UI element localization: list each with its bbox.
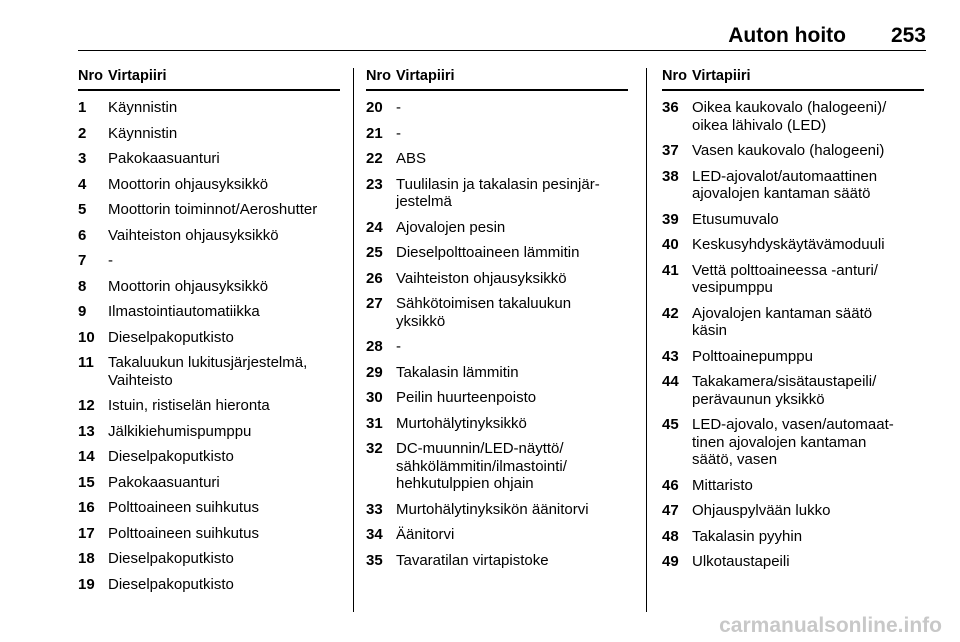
fuse-number: 20 bbox=[366, 99, 383, 116]
table-row bbox=[78, 423, 340, 441]
circuit-name: Jälkikiehumispumppu bbox=[108, 422, 252, 440]
table-header bbox=[78, 68, 340, 91]
fuse-table-column-3 bbox=[662, 68, 924, 579]
circuit-name: - bbox=[396, 338, 401, 355]
fuse-number: 16 bbox=[78, 499, 95, 516]
fuse-number: 46 bbox=[662, 476, 679, 494]
circuit-name: Ohjauspylvään lukko bbox=[692, 502, 831, 519]
fuse-number: 7 bbox=[78, 252, 87, 269]
circuit-name: Takakamera/sisätaustapeili/ perävaunun yksikkö bbox=[692, 373, 877, 408]
table-row bbox=[78, 278, 340, 296]
table-row bbox=[662, 168, 924, 203]
watermark: carmanualsonline.info bbox=[719, 614, 942, 637]
circuit-name: Ulkotaustapeili bbox=[692, 553, 790, 570]
circuit-name: LED-ajovalot/automaattinen ajovalojen kantaman säätö bbox=[692, 167, 878, 202]
fuse-number: 1 bbox=[78, 99, 87, 116]
table-row bbox=[366, 176, 628, 211]
fuse-number: 30 bbox=[366, 389, 383, 406]
table-row bbox=[366, 364, 628, 382]
fuse-number: 39 bbox=[662, 210, 679, 228]
circuit-name: Pakokaasuanturi bbox=[108, 473, 220, 491]
table-row bbox=[366, 295, 628, 330]
fuse-number: 18 bbox=[78, 550, 95, 567]
circuit-name: Dieselpakoputkisto bbox=[108, 448, 234, 465]
circuit-name: Mittaristo bbox=[692, 476, 753, 494]
fuse-number: 24 bbox=[366, 218, 383, 236]
column-header-circuit: Virtapiiri bbox=[108, 68, 167, 84]
fuse-number: 28 bbox=[366, 338, 383, 355]
circuit-name: Moottorin ohjausyksikkö bbox=[108, 277, 269, 295]
circuit-name: Dieselpakoputkisto bbox=[108, 550, 234, 567]
table-row bbox=[366, 150, 628, 168]
table-row bbox=[662, 553, 924, 571]
circuit-name: Dieselpakoputkisto bbox=[108, 575, 234, 593]
table-row bbox=[78, 252, 340, 270]
table-row bbox=[662, 305, 924, 340]
column-header-circuit: Virtapiiri bbox=[396, 68, 455, 84]
circuit-name: Etusumuvalo bbox=[692, 210, 779, 228]
fuse-number: 13 bbox=[78, 422, 95, 440]
table-row bbox=[78, 354, 340, 389]
page-number: 253 bbox=[890, 24, 926, 47]
circuit-name: Peilin huurteenpoisto bbox=[396, 389, 537, 406]
table-row bbox=[78, 448, 340, 466]
circuit-name: Tavaratilan virtapistoke bbox=[396, 551, 549, 569]
fuse-number: 3 bbox=[78, 150, 87, 167]
fuse-number: 37 bbox=[662, 142, 679, 159]
circuit-name: - bbox=[396, 99, 401, 116]
table-row bbox=[662, 502, 924, 520]
circuit-name: Murtohälytinyksikön äänitorvi bbox=[396, 500, 589, 518]
table-row bbox=[366, 99, 628, 117]
circuit-name: Ajovalojen kantaman säätö käsin bbox=[692, 304, 873, 339]
fuse-number: 27 bbox=[366, 295, 383, 312]
table-row bbox=[662, 477, 924, 495]
fuse-table-column-1 bbox=[78, 68, 340, 601]
fuse-number: 6 bbox=[78, 226, 87, 244]
fuse-number: 49 bbox=[662, 553, 679, 570]
table-row bbox=[78, 576, 340, 594]
table-header bbox=[366, 68, 628, 91]
fuse-number: 40 bbox=[662, 236, 679, 253]
fuse-number: 47 bbox=[662, 502, 679, 519]
table-row bbox=[662, 211, 924, 229]
table-row bbox=[366, 415, 628, 433]
column-header-no: Nro bbox=[662, 68, 687, 84]
table-rows bbox=[78, 99, 340, 593]
fuse-number: 22 bbox=[366, 150, 383, 167]
table-row bbox=[366, 501, 628, 519]
table-row bbox=[366, 389, 628, 407]
circuit-name: Äänitorvi bbox=[396, 526, 455, 543]
table-row bbox=[366, 219, 628, 237]
circuit-name: ABS bbox=[396, 150, 427, 167]
table-rows bbox=[662, 99, 924, 571]
circuit-name: - bbox=[108, 252, 113, 269]
column-divider bbox=[353, 68, 354, 612]
circuit-name: Istuin, ristiselän hieronta bbox=[108, 397, 270, 414]
circuit-name: Takalasin pyyhin bbox=[692, 527, 803, 545]
table-header bbox=[662, 68, 924, 91]
fuse-number: 9 bbox=[78, 303, 87, 320]
table-row bbox=[662, 262, 924, 297]
table-row bbox=[78, 176, 340, 194]
circuit-name: Vaihteiston ohjausyksikkö bbox=[396, 269, 567, 287]
fuse-number: 10 bbox=[78, 328, 95, 346]
table-row bbox=[78, 550, 340, 568]
fuse-number: 23 bbox=[366, 175, 383, 193]
table-row bbox=[78, 227, 340, 245]
circuit-name: Polttoaineen suihkutus bbox=[108, 524, 259, 542]
fuse-number: 29 bbox=[366, 363, 383, 381]
column-header-circuit: Virtapiiri bbox=[692, 68, 751, 84]
table-row bbox=[662, 528, 924, 546]
circuit-name: Dieselpolttoaineen lämmitin bbox=[396, 244, 580, 261]
table-row bbox=[78, 303, 340, 321]
circuit-name: Tuulilasin ja takalasin pesinjär- jestelmä bbox=[396, 175, 600, 210]
circuit-name: Takaluukun lukitusjärjestelmä, Vaihteisto bbox=[108, 354, 308, 389]
circuit-name: LED-ajovalo, vasen/automaat- tinen ajovalojen kantaman säätö, vasen bbox=[692, 416, 894, 468]
fuse-number: 8 bbox=[78, 277, 87, 295]
table-row bbox=[662, 373, 924, 408]
fuse-number: 45 bbox=[662, 416, 679, 433]
table-row bbox=[366, 440, 628, 493]
fuse-number: 44 bbox=[662, 373, 679, 390]
circuit-name: Vettä polttoaineessa -anturi/ vesipumppu bbox=[692, 261, 878, 296]
table-row bbox=[78, 99, 340, 117]
circuit-name: Keskusyhdyskäytävämoduuli bbox=[692, 236, 885, 253]
table-row bbox=[78, 397, 340, 415]
fuse-table-column-2 bbox=[366, 68, 628, 577]
page-title: Auton hoito bbox=[728, 24, 846, 47]
table-row bbox=[662, 348, 924, 366]
fuse-number: 32 bbox=[366, 440, 383, 457]
table-row bbox=[366, 552, 628, 570]
column-header-no: Nro bbox=[366, 68, 391, 84]
table-row bbox=[78, 201, 340, 219]
circuit-name: Käynnistin bbox=[108, 99, 178, 116]
table-row bbox=[662, 416, 924, 469]
fuse-number: 41 bbox=[662, 261, 679, 279]
table-row bbox=[78, 329, 340, 347]
circuit-name: Moottorin toiminnot/Aeroshutter bbox=[108, 201, 318, 218]
table-row bbox=[366, 270, 628, 288]
table-row bbox=[366, 338, 628, 356]
fuse-number: 31 bbox=[366, 414, 383, 432]
column-header-no: Nro bbox=[78, 68, 103, 84]
fuse-number: 48 bbox=[662, 527, 679, 545]
fuse-number: 17 bbox=[78, 524, 95, 542]
table-row bbox=[366, 244, 628, 262]
table-rows bbox=[366, 99, 628, 569]
table-row bbox=[78, 474, 340, 492]
fuse-number: 25 bbox=[366, 244, 383, 261]
table-row bbox=[78, 150, 340, 168]
fuse-number: 4 bbox=[78, 175, 87, 193]
table-row bbox=[366, 125, 628, 143]
fuse-number: 42 bbox=[662, 304, 679, 322]
fuse-number: 35 bbox=[366, 551, 383, 569]
circuit-name: Oikea kaukovalo (halogeeni)/ oikea lähivalo (LED) bbox=[692, 99, 887, 134]
fuse-number: 19 bbox=[78, 575, 95, 593]
circuit-name: Sähkötoimisen takaluukun yksikkö bbox=[396, 295, 572, 330]
fuse-number: 2 bbox=[78, 124, 87, 142]
fuse-number: 14 bbox=[78, 448, 95, 465]
circuit-name: Takalasin lämmitin bbox=[396, 363, 519, 381]
fuse-number: 36 bbox=[662, 99, 679, 116]
circuit-name: Murtohälytinyksikkö bbox=[396, 414, 527, 432]
fuse-number: 5 bbox=[78, 201, 87, 218]
table-row bbox=[662, 99, 924, 134]
circuit-name: Polttoainepumppu bbox=[692, 347, 813, 365]
table-row bbox=[366, 526, 628, 544]
circuit-name: Polttoaineen suihkutus bbox=[108, 499, 259, 516]
fuse-number: 21 bbox=[366, 124, 383, 142]
page-header bbox=[78, 22, 926, 51]
circuit-name: - bbox=[396, 124, 401, 142]
fuse-number: 12 bbox=[78, 397, 95, 414]
circuit-name: Ajovalojen pesin bbox=[396, 218, 506, 236]
fuse-number: 11 bbox=[78, 354, 94, 371]
circuit-name: DC-muunnin/LED-näyttö/ sähkölämmitin/ilmastointi/ hehkutulppien ohjain bbox=[396, 440, 567, 492]
fuse-number: 33 bbox=[366, 500, 383, 518]
circuit-name: Vasen kaukovalo (halogeeni) bbox=[692, 142, 885, 159]
table-row bbox=[78, 499, 340, 517]
circuit-name: Pakokaasuanturi bbox=[108, 150, 220, 167]
table-row bbox=[662, 236, 924, 254]
fuse-number: 43 bbox=[662, 347, 679, 365]
circuit-name: Käynnistin bbox=[108, 124, 178, 142]
table-row bbox=[662, 142, 924, 160]
fuse-number: 26 bbox=[366, 269, 383, 287]
fuse-number: 15 bbox=[78, 473, 95, 491]
circuit-name: Vaihteiston ohjausyksikkö bbox=[108, 226, 279, 244]
circuit-name: Ilmastointiautomatiikka bbox=[108, 303, 260, 320]
circuit-name: Dieselpakoputkisto bbox=[108, 328, 234, 346]
column-divider bbox=[646, 68, 647, 612]
fuse-number: 38 bbox=[662, 167, 679, 185]
table-row bbox=[78, 525, 340, 543]
table-row bbox=[78, 125, 340, 143]
circuit-name: Moottorin ohjausyksikkö bbox=[108, 175, 269, 193]
fuse-number: 34 bbox=[366, 526, 383, 543]
